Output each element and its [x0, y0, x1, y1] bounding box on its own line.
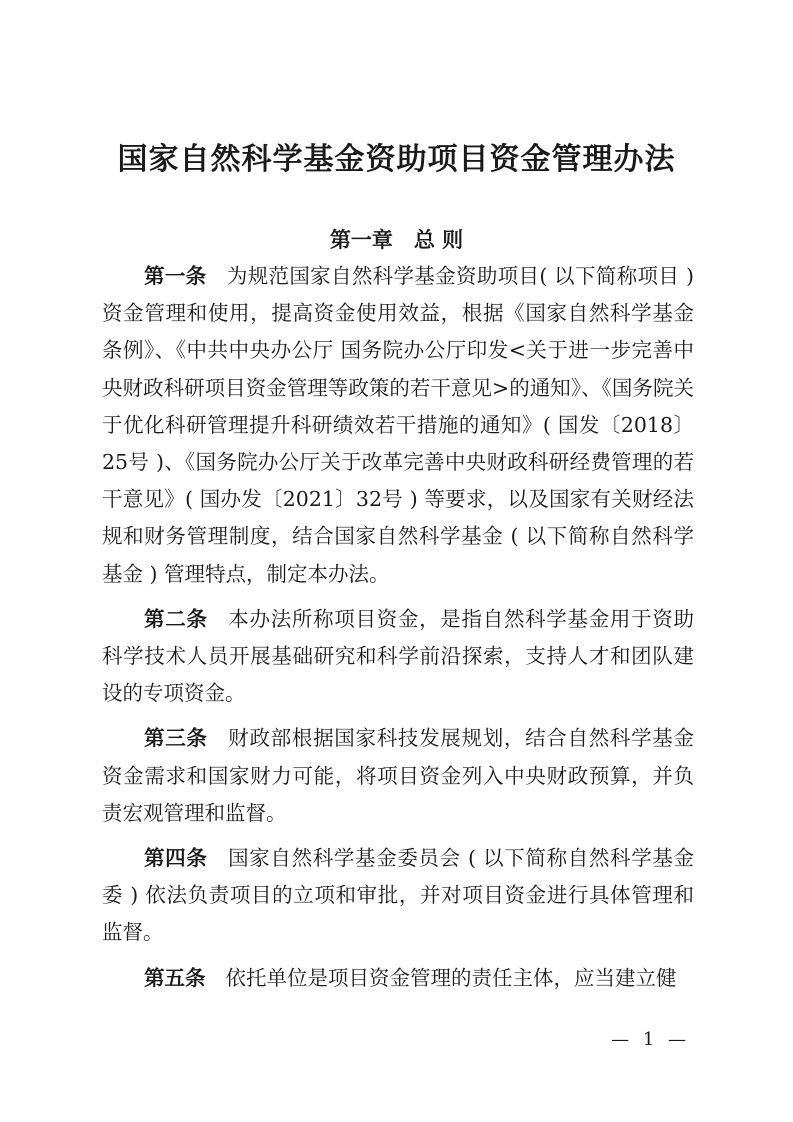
article-4 — [102, 840, 694, 952]
article-text: 财政部根据国家科技发展规划，结合自然科学基金资金需求和国家财力可能，将项目资金列入中央财政预算，并负责宏观管理和监督。 — [102, 726, 695, 825]
article-label: 第一条 — [144, 264, 207, 288]
document-body — [102, 258, 694, 1005]
chapter-heading: 第一章 总 则 — [329, 227, 464, 252]
article-2 — [102, 601, 694, 713]
article-text: 国家自然科学基金委员会 ( 以下简称自然科学基金委 ) 依法负责项目的立项和审批，并对项目资金进行具体管理和监督。 — [102, 846, 695, 945]
article-label: 第四条 — [144, 846, 208, 871]
article-text: 依托单位是项目资金管理的责任主体，应当建立健 — [225, 965, 677, 990]
article-text: 本办法所称项目资金，是指自然科学基金用于资助科学技术人员开展基础研究和科学前沿探索，支持人才和团队建设的专项资金。 — [102, 606, 695, 706]
article-5 — [102, 960, 694, 997]
article-label: 第三条 — [144, 726, 208, 751]
article-text: 为规范国家自然科学基金资助项目( 以下简称项目 ) 资金管理和使用，提高资金使用效益，根据《国家自然科学基金条例》、《中共中央办公厅 国务院办公厅印发<关于进一步完善中央财政科研项目资金管理等政策的若干意见>的通知》、《国务院关于优化科研管理提升科研绩效若干措施的通知》( 国发〔2018〕25号 )、《国务院办公厅关于改革完善中央财政科研经费管理的若干意见》( 国办发〔2021〕32号 ) 等要求，以及国家有关财经法规和财务管理制度，结合国家自然科学基金 ( 以下简称自然科学基金 ) 管理特点，制定本办法。 — [102, 264, 694, 586]
page-number: — 1 — — [611, 1029, 690, 1050]
article-1 — [102, 258, 694, 593]
article-3 — [102, 720, 694, 832]
page-title: 国家自然科学基金资助项目资金管理办法 — [117, 142, 676, 177]
article-label: 第二条 — [144, 606, 208, 631]
article-label: 第五条 — [144, 965, 206, 990]
